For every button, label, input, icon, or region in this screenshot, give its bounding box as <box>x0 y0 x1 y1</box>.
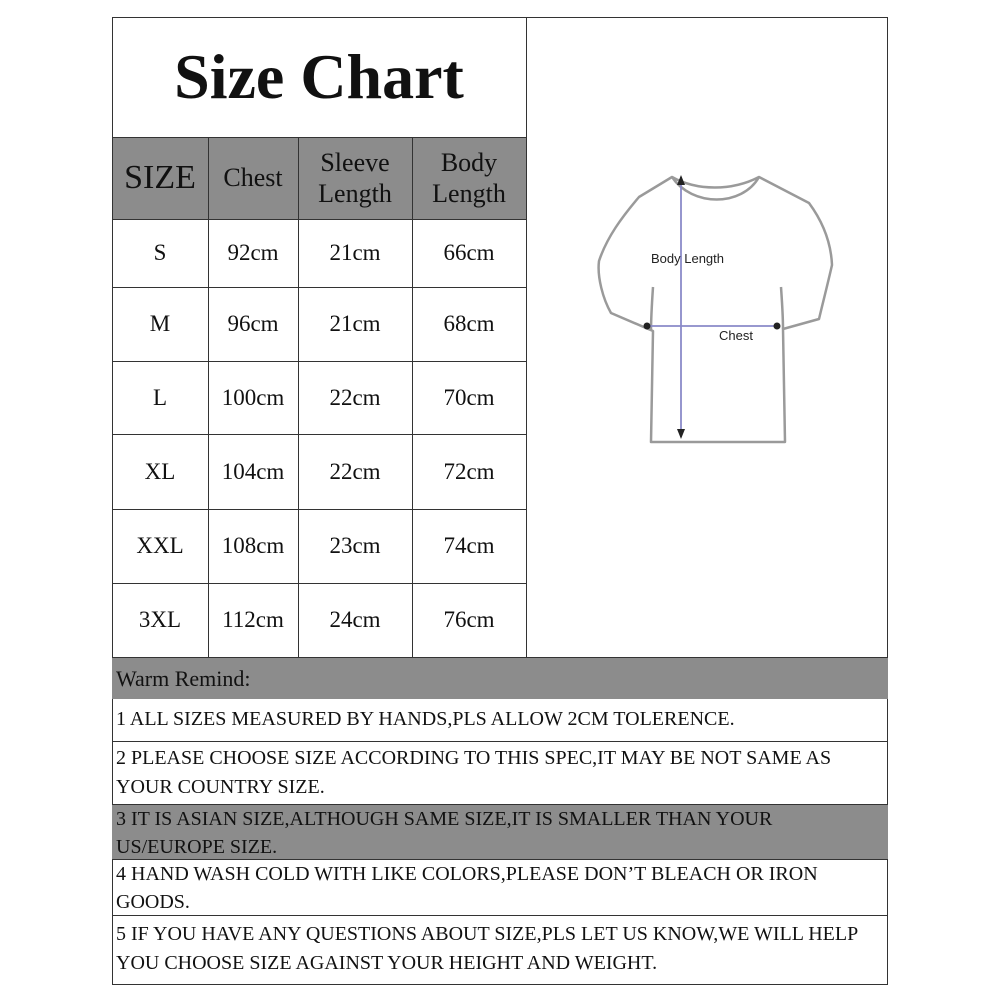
header-sleeve-length: Sleeve Length <box>318 147 392 208</box>
remind-note-5: 5 IF YOU HAVE ANY QUESTIONS ABOUT SIZE,PLS LET US KNOW,WE WILL HELP YOU CHOOSE SIZE AGAINST YOUR HEIGHT AND WEIGHT. <box>116 923 858 974</box>
table-row-size: S <box>153 240 167 266</box>
chest-marker-right <box>774 323 781 330</box>
grid-line <box>112 657 888 658</box>
table-cell-chest: 112cm <box>222 607 284 633</box>
grid-line <box>112 361 526 362</box>
body-length-label: Body Length <box>651 251 725 266</box>
grid-line <box>112 434 526 435</box>
table-cell-sleeve: 24cm <box>329 607 381 633</box>
grid-line <box>112 287 526 288</box>
warm-remind-heading: Warm Remind: <box>112 657 888 699</box>
table-cell-body: 66cm <box>443 240 495 266</box>
table-cell-chest: 92cm <box>227 240 279 266</box>
table-cell-body: 74cm <box>443 533 495 559</box>
grid-line <box>112 741 888 742</box>
table-row-size: XL <box>144 458 176 484</box>
remind-note-3: 3 IT IS ASIAN SIZE,ALTHOUGH SAME SIZE,IT IS SMALLER THAN YOUR US/EUROPE SIZE. <box>112 805 888 859</box>
remind-note-1: 1 ALL SIZES MEASURED BY HANDS,PLS ALLOW 2CM TOLERENCE. <box>116 708 735 730</box>
table-row-size: XXL <box>136 533 184 559</box>
table-cell-sleeve: 21cm <box>329 311 381 337</box>
table-cell-sleeve: 23cm <box>329 533 381 559</box>
grid-line <box>112 219 526 220</box>
grid-line <box>208 137 209 657</box>
tshirt-icon <box>527 17 888 657</box>
table-row-size: 3XL <box>138 607 182 633</box>
table-cell-body: 76cm <box>443 607 495 633</box>
table-cell-chest: 108cm <box>221 533 285 559</box>
table-cell-chest: 100cm <box>221 384 285 410</box>
table-cell-sleeve: 21cm <box>329 240 381 266</box>
grid-line <box>298 137 299 657</box>
grid-line <box>112 137 526 138</box>
header-chest: Chest <box>223 163 283 193</box>
grid-line <box>112 583 526 584</box>
table-row-size: M <box>149 311 171 337</box>
chest-label: Chest <box>719 328 753 343</box>
table-row-size: L <box>152 384 168 410</box>
table-cell-sleeve: 22cm <box>329 458 381 484</box>
tshirt-diagram <box>527 17 888 657</box>
chest-marker-left <box>644 323 651 330</box>
grid-line <box>112 984 888 985</box>
grid-line <box>112 509 526 510</box>
size-chart <box>112 17 888 985</box>
remind-note-2: 2 PLEASE CHOOSE SIZE ACCORDING TO THIS SPEC,IT MAY BE NOT SAME AS YOUR COUNTRY SIZE. <box>116 747 832 798</box>
remind-note-4: 4 HAND WASH COLD WITH LIKE COLORS,PLEASE DON’T BLEACH OR IRON GOODS. <box>116 863 818 913</box>
page-title: Size Chart <box>174 41 464 112</box>
header-body-length: Body Length <box>432 147 506 208</box>
grid-line <box>112 915 888 916</box>
table-cell-chest: 96cm <box>227 311 279 337</box>
grid-line <box>412 137 413 657</box>
table-cell-body: 72cm <box>443 458 495 484</box>
table-cell-sleeve: 22cm <box>329 384 381 410</box>
header-size: SIZE <box>124 158 196 196</box>
table-cell-body: 68cm <box>443 311 495 337</box>
table-cell-body: 70cm <box>443 384 495 410</box>
table-cell-chest: 104cm <box>221 458 285 484</box>
